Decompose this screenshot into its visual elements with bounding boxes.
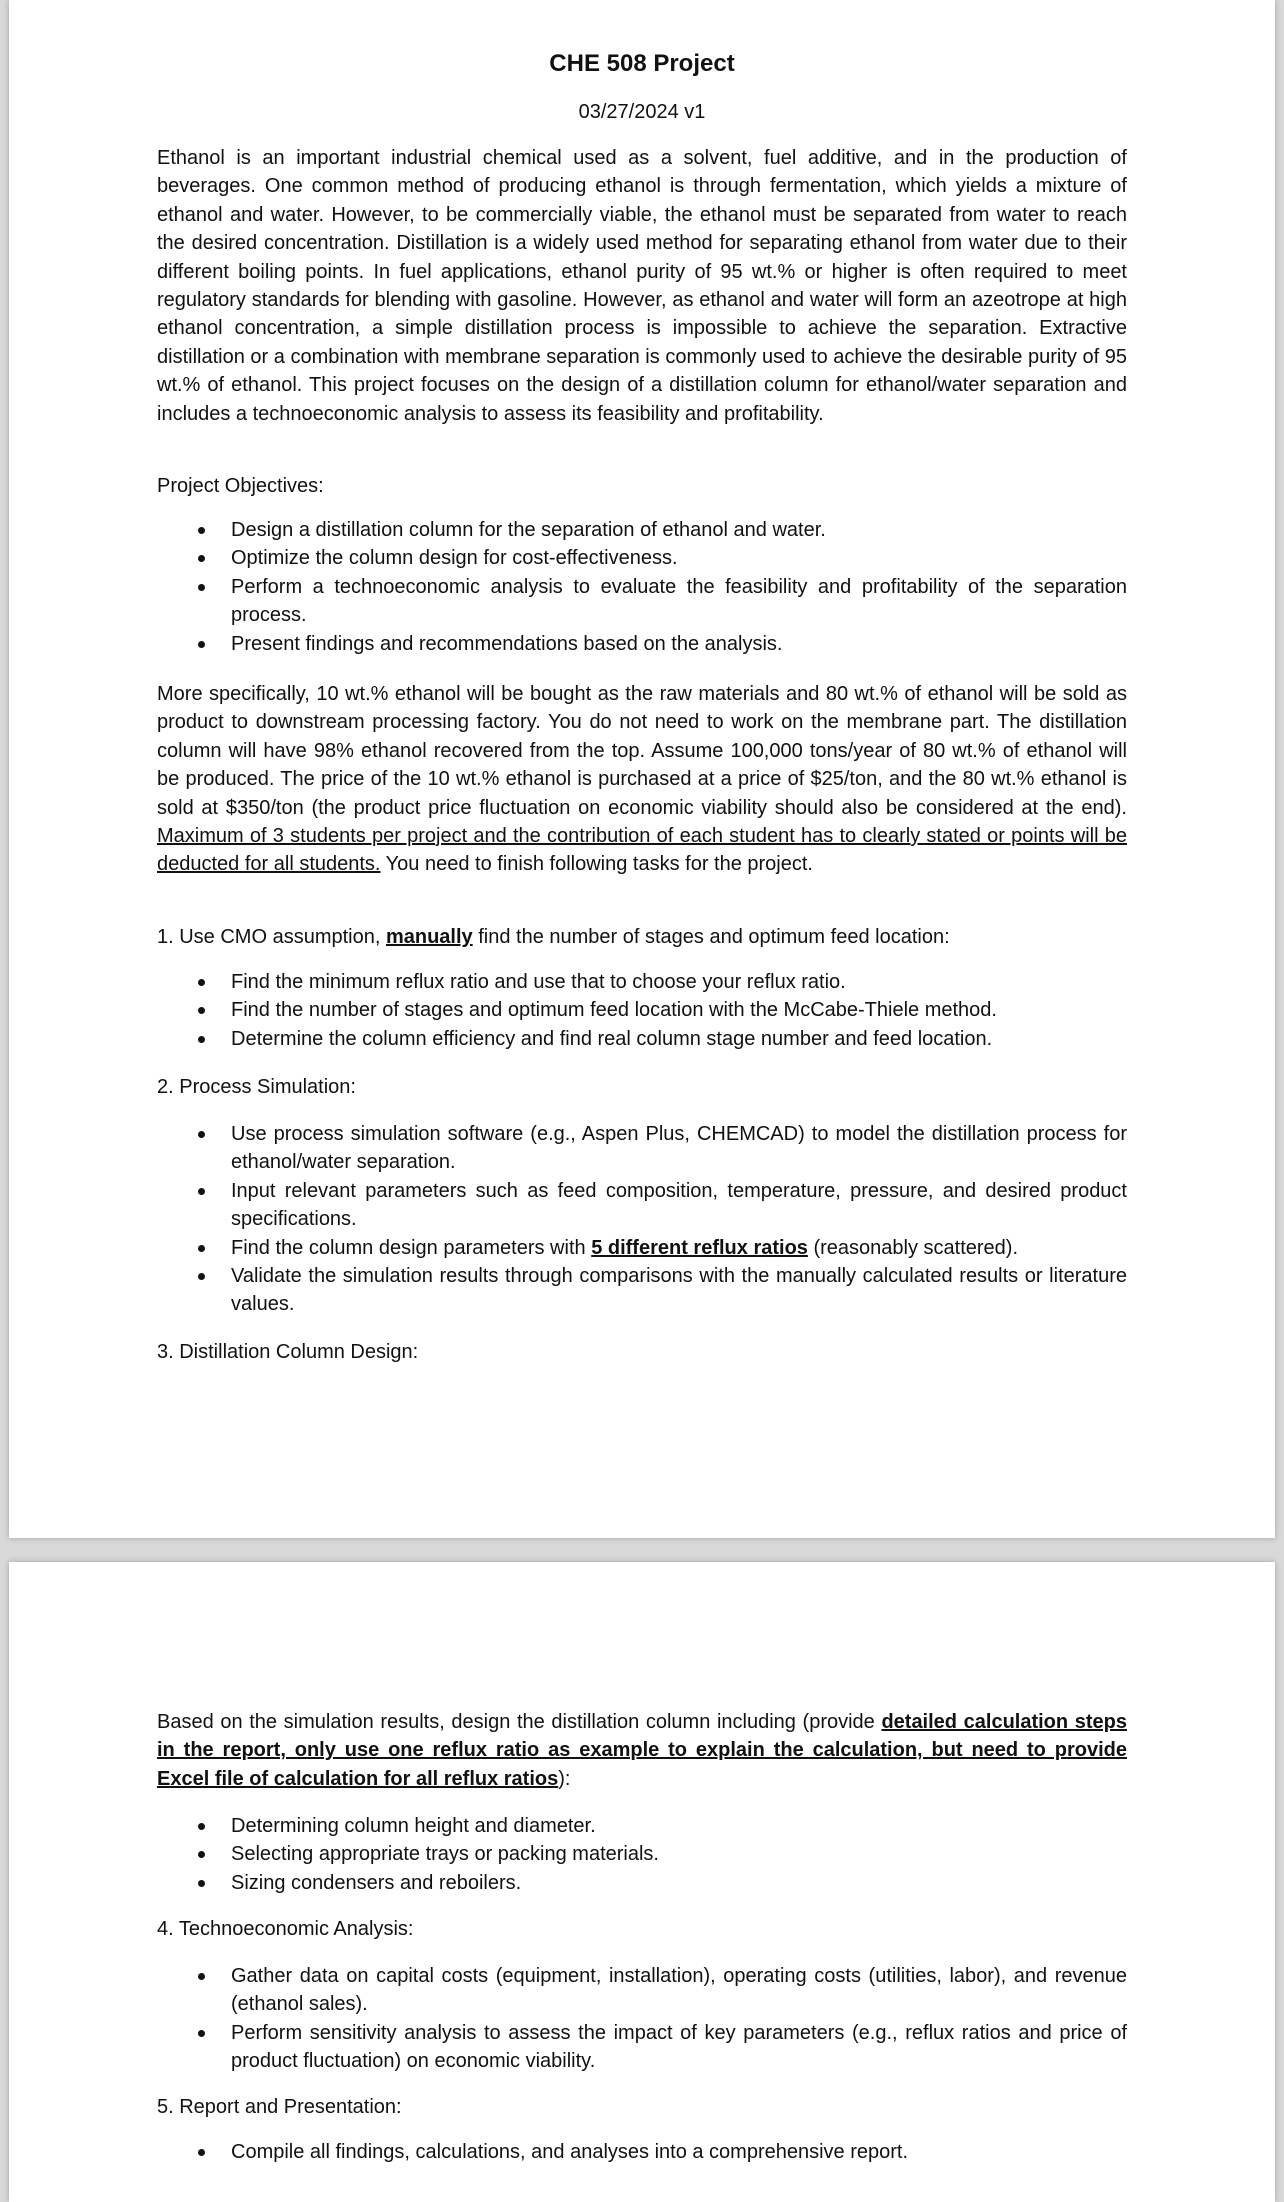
list-item: Use process simulation software (e.g., Aspen Plus, CHEMCAD) to model the distillation process for ethanol/water separation.: [157, 1120, 1127, 1177]
task4-list: [157, 1962, 1127, 2076]
list-item: Optimize the column design for cost-effectiveness.: [157, 544, 1127, 572]
objectives-heading: Project Objectives:: [157, 475, 324, 497]
specifics-tail: You need to finish following tasks for the project.: [380, 853, 813, 876]
list-item: Selecting appropriate trays or packing materials.: [157, 1840, 1127, 1868]
task2-heading: 2. Process Simulation:: [157, 1076, 356, 1098]
objectives-list: [157, 516, 1127, 658]
task1-list: [157, 968, 1127, 1053]
document-date: 03/27/2024 v1: [578, 101, 706, 123]
list-item: Perform a technoeconomic analysis to evaluate the feasibility and profitability of the separation process.: [157, 573, 1127, 630]
list-item: Determine the column efficiency and find real column stage number and feed location.: [157, 1025, 1127, 1053]
item-text: Find the column design parameters with: [231, 1236, 592, 1259]
list-item: Gather data on capital costs (equipment, installation), operating costs (utilities, labor), and revenue (ethanol sales).: [157, 1962, 1127, 2019]
task3-pre: Based on the simulation results, design the distillation column including (provide: [157, 1711, 882, 1733]
task1-pre: 1. Use CMO assumption,: [157, 926, 386, 948]
task2-list: [157, 1120, 1127, 1319]
task5-heading: 5. Report and Presentation:: [157, 2096, 402, 2118]
item-text: (reasonably scattered).: [807, 1236, 1019, 1259]
task5-list: [157, 2138, 1127, 2166]
task4-heading: 4. Technoeconomic Analysis:: [157, 1918, 414, 1940]
list-item: Perform sensitivity analysis to assess the impact of key parameters (e.g., reflux ratios and price of product fluctuation) on economic viability.: [157, 2019, 1127, 2076]
task1-emphasis: manually: [385, 926, 473, 948]
specifics-paragraph: [157, 680, 1127, 879]
list-item: Validate the simulation results through comparisons with the manually calculated results or literature values.: [157, 1262, 1127, 1319]
list-item: Input relevant parameters such as feed composition, temperature, pressure, and desired product specifications.: [157, 1177, 1127, 1234]
list-item: Present findings and recommendations based on the analysis.: [157, 630, 1127, 658]
task3-list: [157, 1812, 1127, 1897]
document-title: CHE 508 Project: [549, 50, 735, 77]
task3-post: ):: [558, 1767, 571, 1790]
item-emphasis: 5 different reflux ratios: [591, 1236, 808, 1259]
list-item: Determining column height and diameter.: [157, 1812, 1127, 1840]
list-item: [157, 1234, 1127, 1262]
list-item: Find the number of stages and optimum feed location with the McCabe-Thiele method.: [157, 996, 1127, 1024]
task3-heading: 3. Distillation Column Design:: [157, 1341, 419, 1363]
student-limit-note: Maximum of 3 students per project and the contribution of each student has to clearly stated or points will be deducted for all students.: [157, 825, 1127, 876]
list-item: Compile all findings, calculations, and analyses into a comprehensive report.: [157, 2138, 1127, 2166]
task3-paragraph: [157, 1708, 1127, 1793]
task3-emphasis: detailed calculation steps in the report, only use one reflux ratio as example to explain the calculation, but need to provide Excel file of calculation for all reflux ratios: [157, 1711, 1127, 1790]
task1-heading: [157, 923, 1127, 951]
list-item: Find the minimum reflux ratio and use that to choose your reflux ratio.: [157, 968, 1127, 996]
specifics-text: More specifically, 10 wt.% ethanol will be bought as the raw materials and 80 wt.% of ethanol will be sold as product to downstream processing factory. You do not need to work on the membrane part. The distillation column will have 98% ethanol recovered from the top. Assume 100,000 tons/year of 80 wt.% of ethanol will be produced. The price of the 10 wt.% ethanol is purchased at a price of $25/ton, and the 80 wt.% ethanol is sold at $350/ton (the product price fluctuation on economic viability should also be considered at the end).: [157, 683, 1127, 819]
list-item: Sizing condensers and reboilers.: [157, 1869, 1127, 1897]
intro-paragraph: Ethanol is an important industrial chemical used as a solvent, fuel additive, and in the production of beverages. One common method of producing ethanol is through fermentation, which yields a mixture of ethanol and water. However, to be commercially viable, the ethanol must be separated from water to reach the desired concentration. Distillation is a widely used method for separating ethanol from water due to their different boiling points. In fuel applications, ethanol purity of 95 wt.% or higher is often required to meet regulatory standards for blending with gasoline. However, as ethanol and water will form an azeotrope at high ethanol concentration, a simple distillation process is impossible to achieve the separation. Extractive distillation or a combination with membrane separation is commonly used to achieve the desirable purity of 95 wt.% of ethanol. This project focuses on the design of a distillation column for ethanol/water separation and includes a technoeconomic analysis to assess its feasibility and profitability.: [157, 147, 1127, 425]
list-item: Design a distillation column for the separation of ethanol and water.: [157, 516, 1127, 544]
task1-post: find the number of stages and optimum feed location:: [472, 926, 950, 948]
